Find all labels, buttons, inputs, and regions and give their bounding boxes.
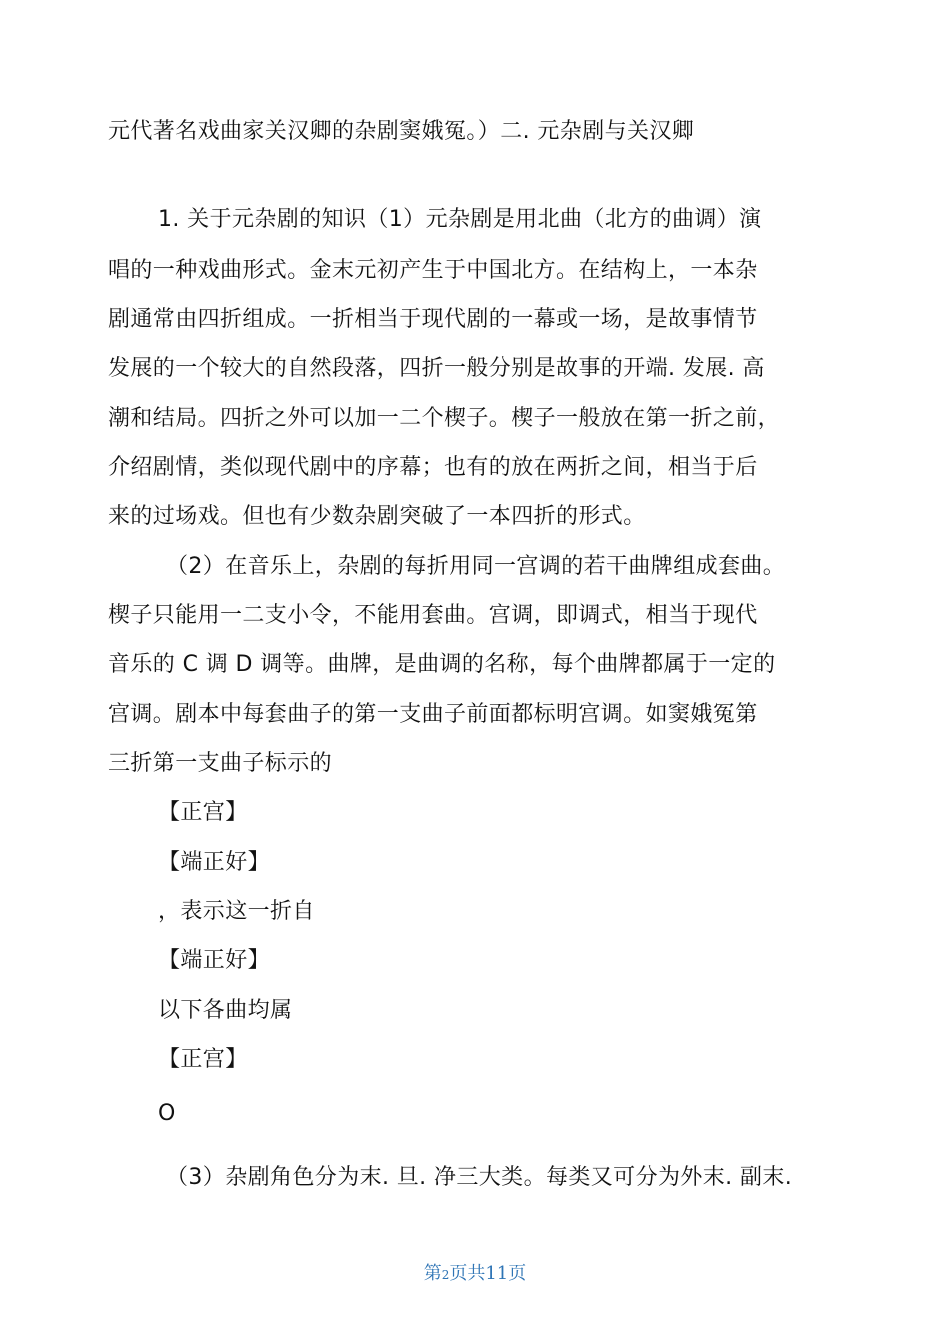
text-line: 来的过场戏。但也有少数杂剧突破了一本四折的形式。 xyxy=(108,504,646,529)
text-line: 元代著名戏曲家关汉卿的杂剧窦娥冤。）二. 元杂剧与关汉卿 xyxy=(108,119,695,144)
text-line: 三折第一支曲子标示的 xyxy=(108,751,333,776)
text-line: 潮和结局。四折之外可以加一二个楔子。楔子一般放在第一折之前， xyxy=(108,406,781,431)
text-line: 【正宫】 xyxy=(158,800,248,825)
text-line: 楔子只能用一二支小令，不能用套曲。宫调，即调式，相当于现代 xyxy=(108,603,758,628)
text-line: 以下各曲均属 xyxy=(158,998,293,1023)
text-line: （3）杂剧角色分为末. 旦. 净三大类。每类又可分为外末. 副末. xyxy=(166,1165,793,1190)
footer-prefix: 第 xyxy=(423,1263,442,1284)
text-line: 【端正好】 xyxy=(158,850,271,875)
text-line: 【正宫】 xyxy=(158,1047,248,1072)
footer-page-number: 2 xyxy=(441,1268,450,1282)
text-line: （2）在音乐上，杂剧的每折用同一宫调的若干曲牌组成套曲。 xyxy=(166,554,786,579)
text-line: O xyxy=(158,1101,176,1126)
page-footer xyxy=(0,1259,950,1285)
text-line: 【端正好】 xyxy=(158,948,271,973)
text-line: 发展的一个较大的自然段落，四折一般分别是故事的开端. 发展. 高 xyxy=(108,356,765,381)
text-line: 剧通常由四折组成。一折相当于现代剧的一幕或一场，是故事情节 xyxy=(108,307,758,332)
footer-suffix: 页 xyxy=(508,1263,527,1284)
text-line: 宫调。剧本中每套曲子的第一支曲子前面都标明宫调。如窦娥冤第 xyxy=(108,702,758,727)
text-line: 音乐的 C 调 D 调等。曲牌，是曲调的名称，每个曲牌都属于一定的 xyxy=(108,652,776,677)
text-line: 唱的一种戏曲形式。金末元初产生于中国北方。在结构上，一本杂 xyxy=(108,258,758,283)
text-line: ，表示这一折自 xyxy=(158,899,315,924)
footer-total-pages: 11 xyxy=(485,1263,509,1284)
footer-middle: 页共 xyxy=(449,1263,486,1284)
text-line: 1. 关于元杂剧的知识（1）元杂剧是用北曲（北方的曲调）演 xyxy=(158,207,762,232)
text-line: 介绍剧情，类似现代剧中的序幕；也有的放在两折之间，相当于后 xyxy=(108,455,758,480)
